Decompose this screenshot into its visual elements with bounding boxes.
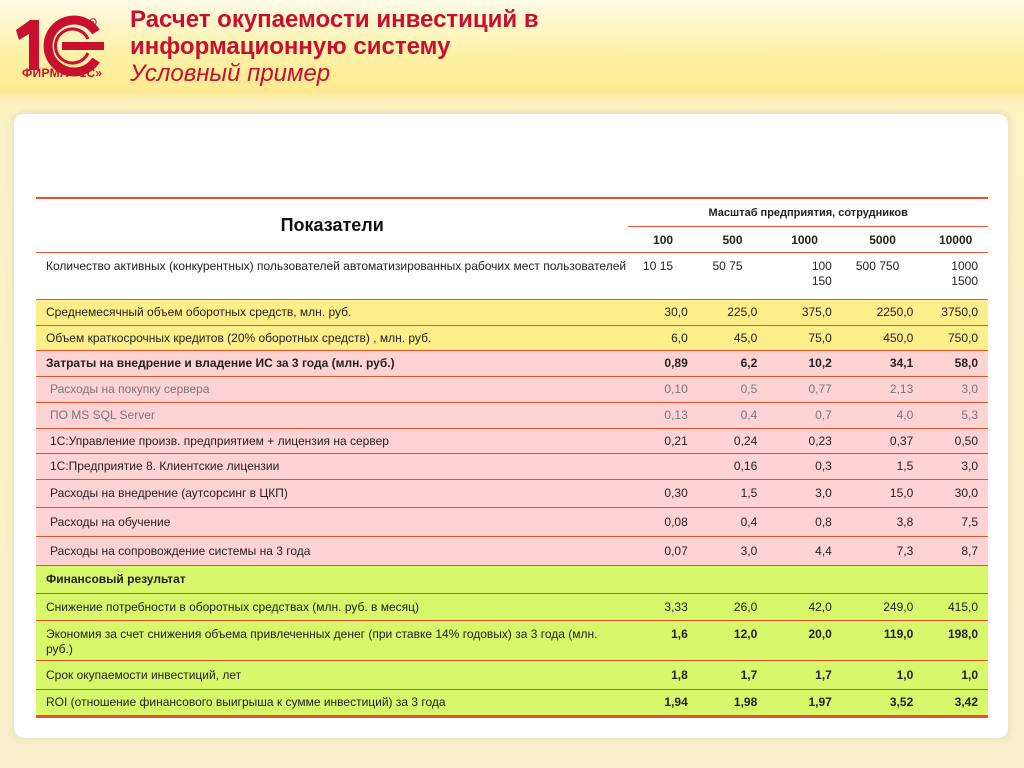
row-value bbox=[923, 566, 988, 594]
row-value: 4,4 bbox=[815, 543, 832, 558]
row-value: 249,0 bbox=[883, 599, 914, 614]
row-label: Снижение потребности в оборотных средствах (млн. руб. в месяц) bbox=[46, 599, 420, 614]
table-row bbox=[36, 253, 988, 300]
table-row bbox=[36, 566, 988, 594]
svg-text:R: R bbox=[91, 20, 95, 25]
row-value: 30,0 bbox=[664, 305, 688, 319]
row-value: 1,0 bbox=[961, 667, 978, 682]
table-row bbox=[36, 537, 988, 566]
row-value: 0,21 bbox=[664, 433, 688, 448]
table-row bbox=[36, 403, 988, 429]
row-value: 750,0 bbox=[947, 330, 978, 345]
row-value: 0,3 bbox=[815, 459, 832, 473]
row-value: 7,5 bbox=[961, 514, 978, 529]
row-value: 1,5 bbox=[896, 459, 914, 473]
page-title-line-2: информационную систему bbox=[130, 33, 451, 60]
row-label: Расходы на сопровождение системы на 3 года bbox=[50, 543, 311, 558]
row-label: Количество активных (конкурентных) пользователей автоматизированных рабочих мест пользователей bbox=[46, 259, 627, 273]
row-label: Финансовый результат bbox=[46, 572, 186, 586]
column-header: 10000 bbox=[938, 232, 973, 247]
row-value: 7,3 bbox=[896, 543, 914, 558]
row-label: Срок окупаемости инвестиций, лет bbox=[46, 667, 242, 682]
column-header: 5000 bbox=[869, 232, 896, 247]
row-value: 15,0 bbox=[889, 486, 914, 500]
row-value: 1,8 bbox=[671, 667, 688, 682]
row-value bbox=[842, 566, 923, 594]
table-row bbox=[36, 351, 988, 377]
row-value: 45,0 bbox=[733, 330, 758, 345]
row-value: 12,0 bbox=[733, 627, 758, 641]
row-value: 0,30 bbox=[664, 486, 688, 500]
table-row bbox=[36, 377, 988, 403]
row-value: 26,0 bbox=[733, 599, 758, 614]
row-value: 0,07 bbox=[664, 543, 688, 558]
row-value bbox=[767, 566, 842, 594]
row-value: 3,0 bbox=[961, 459, 978, 473]
table-row bbox=[36, 594, 988, 621]
row-value: 42,0 bbox=[808, 599, 832, 614]
row-label: Экономия за счет снижения объема привлеченных денег (при ставке 14% годовых) за 3 года (млн. руб.) bbox=[46, 627, 598, 656]
row-value: 0,4 bbox=[740, 514, 758, 529]
row-value: 500 750 bbox=[855, 259, 900, 273]
logo-caption: ФИРМА «1С» bbox=[22, 66, 103, 80]
row-value: 34,1 bbox=[889, 356, 914, 370]
row-value: 0,10 bbox=[664, 382, 688, 396]
row-value: 3,0 bbox=[961, 382, 978, 396]
row-value: 2250,0 bbox=[876, 305, 914, 319]
row-value: 1000 1500 bbox=[951, 259, 978, 288]
row-label: Затраты на внедрение и владение ИС за 3 года (млн. руб.) bbox=[46, 356, 395, 370]
row-value: 0,8 bbox=[815, 514, 832, 529]
row-value: 198,0 bbox=[947, 627, 978, 641]
row-value: 1,6 bbox=[671, 627, 688, 641]
row-value bbox=[628, 454, 697, 480]
table-row bbox=[36, 454, 988, 480]
row-value: 1,0 bbox=[896, 667, 914, 682]
row-label: Расходы на покупку сервера bbox=[50, 382, 210, 396]
table-row bbox=[36, 508, 988, 537]
row-value: 0,23 bbox=[808, 433, 832, 448]
row-value: 0,77 bbox=[808, 382, 832, 396]
row-label: 1С:Управление произв. предприятием + лицензия на сервер bbox=[50, 433, 389, 448]
page-subtitle: Условный пример bbox=[130, 60, 331, 87]
row-value: 3,42 bbox=[954, 695, 978, 709]
column-header: 100 bbox=[653, 232, 674, 247]
row-value: 3,8 bbox=[896, 514, 914, 529]
row-value: 0,13 bbox=[664, 408, 688, 422]
table-row bbox=[36, 326, 988, 351]
title-block bbox=[130, 6, 539, 88]
row-value: 1,5 bbox=[740, 486, 758, 500]
row-value: 0,16 bbox=[733, 459, 758, 473]
row-value: 50 75 bbox=[712, 259, 743, 273]
row-value: 0,08 bbox=[664, 514, 688, 529]
table-row bbox=[36, 661, 988, 690]
row-value: 20,0 bbox=[808, 627, 832, 641]
row-value: 5,3 bbox=[961, 408, 978, 422]
row-value bbox=[698, 566, 768, 594]
row-value: 0,50 bbox=[954, 433, 978, 448]
row-label: Объем краткосрочных кредитов (20% оборотных средств) , млн. руб. bbox=[46, 330, 432, 345]
table-row bbox=[36, 300, 988, 326]
table-header-row-1 bbox=[36, 198, 988, 227]
row-value: 0,37 bbox=[889, 433, 914, 448]
indicators-header: Показатели bbox=[36, 198, 628, 253]
table-row bbox=[36, 429, 988, 454]
row-value: 3,52 bbox=[889, 695, 914, 709]
row-value: 58,0 bbox=[954, 356, 978, 370]
row-value: 100 150 bbox=[811, 259, 832, 288]
table-row bbox=[36, 480, 988, 508]
row-value: 225,0 bbox=[727, 305, 758, 319]
row-value: 119,0 bbox=[883, 627, 914, 641]
row-value: 6,0 bbox=[671, 330, 688, 345]
row-value: 0,24 bbox=[733, 433, 758, 448]
row-value: 3,33 bbox=[664, 599, 688, 614]
row-label: Расходы на внедрение (аутсорсинг в ЦКП) bbox=[50, 486, 288, 500]
row-value: 1,97 bbox=[808, 695, 832, 709]
row-value: 3750,0 bbox=[941, 305, 978, 319]
row-value bbox=[628, 566, 697, 594]
row-value: 3,0 bbox=[740, 543, 758, 558]
table-row bbox=[36, 621, 988, 661]
row-value: 10 15 bbox=[643, 259, 674, 273]
row-value: 415,0 bbox=[947, 599, 978, 614]
row-value: 10,2 bbox=[808, 356, 832, 370]
header-stripe bbox=[0, 90, 1024, 102]
row-label: ПО MS SQL Server bbox=[50, 408, 155, 422]
row-value: 1,7 bbox=[815, 667, 832, 682]
row-value: 0,89 bbox=[664, 356, 688, 370]
page-title-line-1: Расчет окупаемости инвестиций в bbox=[130, 6, 539, 33]
row-value: 4,0 bbox=[896, 408, 914, 422]
row-value: 3,0 bbox=[815, 486, 832, 500]
row-value: 375,0 bbox=[801, 305, 832, 319]
row-value: 1,7 bbox=[740, 667, 758, 682]
row-value: 0,4 bbox=[740, 408, 758, 422]
row-value: 8,7 bbox=[961, 543, 978, 558]
table-body bbox=[36, 253, 988, 717]
row-value: 1,98 bbox=[733, 695, 758, 709]
row-label: ROI (отношение финансового выигрыша к сумме инвестиций) за 3 года bbox=[46, 695, 446, 709]
row-value: 2,13 bbox=[889, 382, 914, 396]
row-label: 1С:Предприятие 8. Клиентские лицензии bbox=[50, 459, 280, 473]
scale-header: Масштаб предприятия, сотрудников bbox=[708, 206, 908, 219]
table-row bbox=[36, 690, 988, 717]
column-header: 1000 bbox=[791, 232, 818, 247]
row-value: 1,94 bbox=[664, 695, 688, 709]
column-header: 500 bbox=[722, 232, 743, 247]
roi-table bbox=[36, 197, 988, 718]
row-value: 30,0 bbox=[954, 486, 978, 500]
row-value: 6,2 bbox=[740, 356, 758, 370]
row-value: 0,5 bbox=[740, 382, 758, 396]
row-value: 450,0 bbox=[883, 330, 914, 345]
row-label: Расходы на обучение bbox=[50, 514, 171, 529]
row-value: 75,0 bbox=[808, 330, 832, 345]
row-value: 0,7 bbox=[815, 408, 832, 422]
row-label: Среднемесячный объем оборотных средств, млн. руб. bbox=[46, 305, 352, 319]
